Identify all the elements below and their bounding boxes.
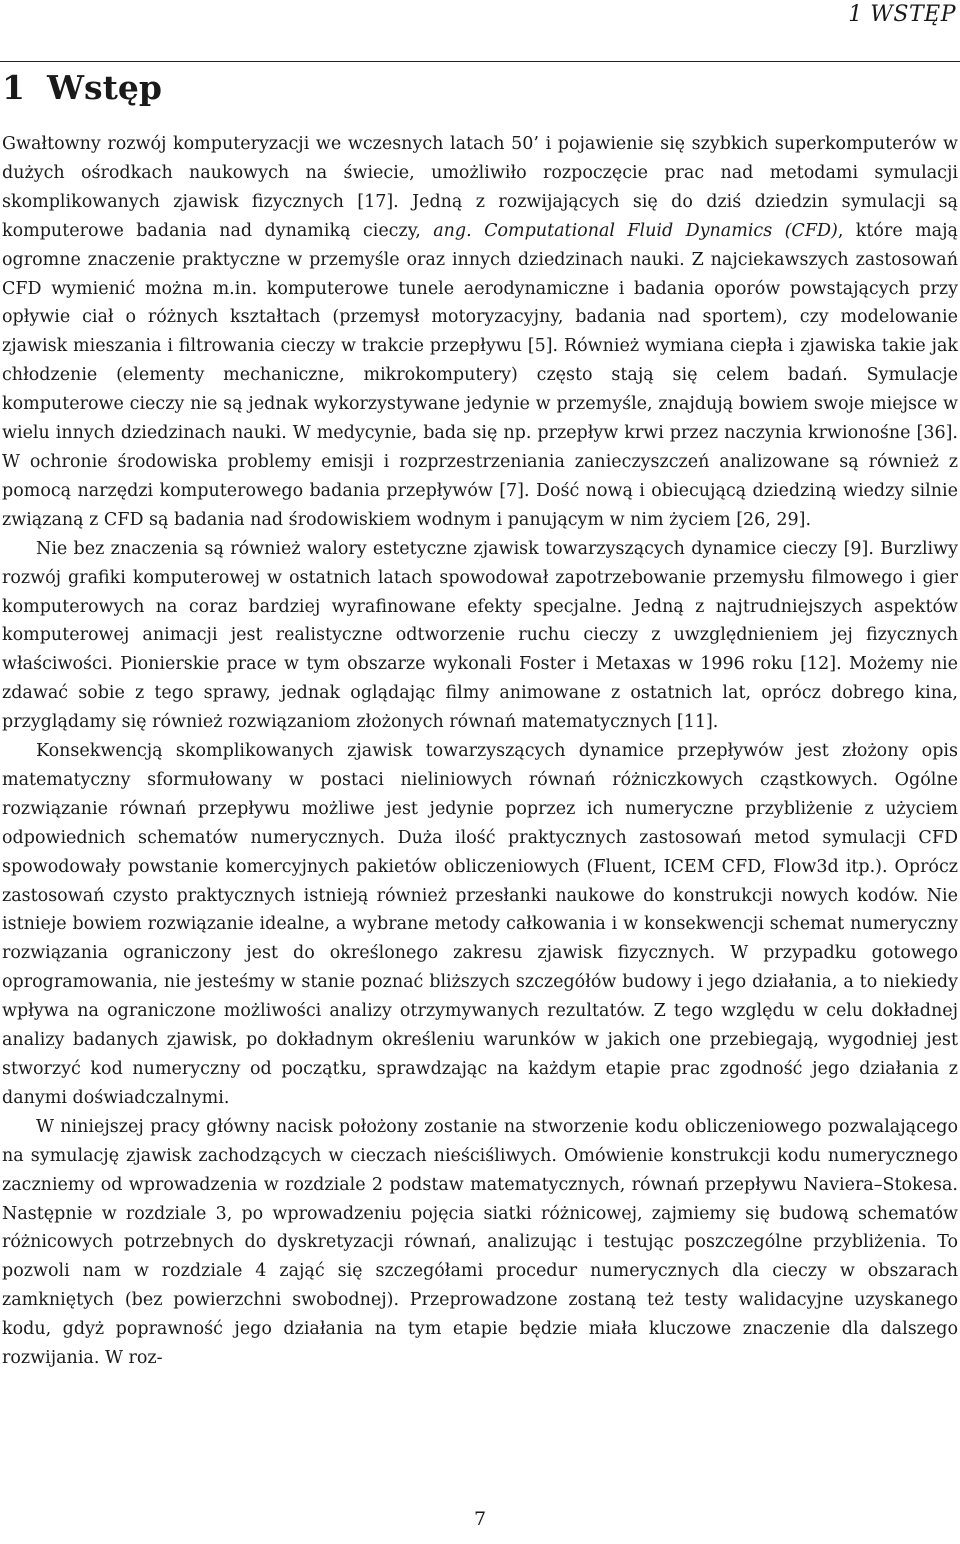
paragraph-text: Nie bez znaczenia są również walory estetyczne zjawisk towarzyszących dynamice cieczy [9]. Burzliwy rozwój grafiki komputerowej w ostatnich latach spowodował zapotrzebowanie przemysłu filmowego i gier komputerowych na coraz bardziej wyrafinowane efekty specjalne. Jedną z najtrudniejszych aspektów komputerowej animacji jest realistyczne odtworzenie ruchu cieczy z uwzględnieniem jej fizycznych właściwości. Pionierskie prace w tym obszarze wykonali Foster i Metaxas w 1996 roku [12]. Możemy nie zdawać sobie z tego sprawy, jednak oglądając filmy animowane z ostatnich lat, oprócz dobrego kina, przyglądamy się również rozwiązaniom złożonych równań matematycznych [11]. <box>2 538 958 733</box>
paragraph-text: Konsekwencją skomplikowanych zjawisk towarzyszących dynamice przepływów jest złożony opis matematyczny sformułowany w postaci nieliniowych równań różniczkowych cząstkowych. Ogólne rozwiązanie równań przepływu możliwe jest jedynie poprzez ich numeryczne przybliżenie z użyciem odpowiednich schematów numerycznych. Duża ilość praktycznych zastosowań metod symulacji CFD spowodowały powstanie komercyjnych pakietów obliczeniowych (Fluent, ICEM CFD, Flow3d itp.). Oprócz zastosowań czysto praktycznych istnieją również przesłanki naukowe do konstrukcji nowych kodów. Nie istnieje bowiem rozwiązanie idealne, a wybrane metody całkowania i w konsekwencji schemat numeryczny rozwiązania ograniczony jest do określonego zakresu zjawisk fizycznych. W przypadku gotowego oprogramowania, nie jesteśmy w stanie poznać bliższych szczegółów budowy i jego działania, a to niekiedy wpływa na ograniczone możliwości analizy otrzymywanych rezultatów. Z tego względu w celu dokładnej analizy badanych zjawisk, po dokładnym określeniu warunków w jakich one przebiegają, wygodniej jest stworzyć kod numeryczny od początku, sprawdzając na każdym etapie prac zgodność jego działania z danymi doświadczalnymi. <box>2 741 958 1108</box>
body-text <box>2 130 958 1373</box>
running-head <box>0 0 960 62</box>
paragraph-text: W niniejszej pracy główny nacisk położony zostanie na stworzenie kodu obliczeniowego pozwalającego na symulację zjawisk zachodzących w cieczach nieściśliwych. Omówienie konstrukcji kodu numerycznego zaczniemy od wprowadzenia w rozdziale 2 podstaw matematycznych, równań przepływu Naviera–Stokesa. Następnie w rozdziale 3, po wprowadzeniu pojęcia siatki różnicowej, zajmiemy się budową schematów różnicowych potrzebnych do dyskretyzacji równań, analizując i testując poszczególne przybliżenia. To pozwoli nam w rozdziale 4 zająć się szczegółami procedur numerycznych dla cieczy w obszarach zamkniętych (bez powierzchni swobodnej). Przeprowadzone zostaną też testy walidacyjne uzyskanego kodu, gdyż poprawność jego działania na tym etapie będzie miała kluczowe znaczenie dla dalszego rozwijania. W roz- <box>2 1116 958 1369</box>
section-title: Wstęp <box>46 68 162 107</box>
italic-term: ang. Computational Fluid Dynamics (CFD) <box>433 220 838 241</box>
running-head-text: 1 WSTĘP <box>848 2 956 27</box>
paragraph-2 <box>2 535 958 737</box>
paragraph-1 <box>2 130 958 535</box>
paragraph-text: Gwałtowny rozwój komputeryzacji we wczesnych latach 50’ i pojawienie się szybkich superkomputerów w dużych ośrodkach naukowych na świecie, umożliwiło rozpoczęcie prac nad metodami symulacji skomplikowanych zjawisk fizycznych [17]. Jedną z rozwijających się do dziś dziedzin symulacji są komputerowe badania nad dynamiką cieczy, <box>2 134 958 241</box>
paragraph-3 <box>2 737 958 1113</box>
section-number: 1 <box>2 68 25 107</box>
paragraph-text: , które mają ogromne znaczenie praktyczne w przemyśle oraz innych dziedzinach nauki. Z najciekawszych zastosowań CFD wymienić można m.in. komputerowe tunele aerodynamiczne i badania oporów powstających przy opływie ciał o różnych kształtach (przemysł motoryzacyjny, badania nad sportem), czy modelowanie zjawisk mieszania i filtrowania cieczy w trakcie przepływu [5]. Również wymiana ciepła i zjawiska takie jak chłodzenie (elementy mechaniczne, mikrokomputery) często stają się celem badań. Symulacje komputerowe cieczy nie są jednak wykorzystywane jedynie w przemyśle, znajdują bowiem swoje miejsce w wielu innych dziedzinach nauki. W medycynie, bada się np. przepływ krwi przez naczynia krwionośne [36]. W ochronie środowiska problemy emisji i rozprzestrzeniania zanieczyszczeń analizowane są również z pomocą narzędzi komputerowego badania przepływów [7]. Dość nową i obiecującą dziedziną wiedzy silnie związaną z CFD są badania nad środowiskiem wodnym i panującym w nim życiem [26, 29]. <box>2 220 958 530</box>
paragraph-4 <box>2 1113 958 1373</box>
page-number: 7 <box>473 1508 487 1530</box>
section-heading <box>2 68 162 107</box>
